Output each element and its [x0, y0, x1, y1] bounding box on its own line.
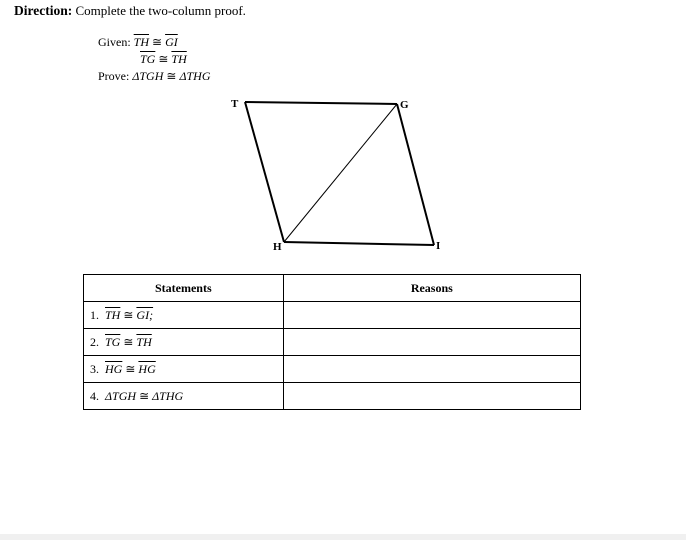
step-number-4: 4.: [90, 388, 99, 403]
direction-label: Direction:: [14, 3, 73, 18]
statements-header: Statements: [84, 275, 284, 302]
proof-row-2: [84, 329, 581, 356]
statement-cell-3: [84, 356, 284, 383]
given-1-left: $\overline{TH}$: [133, 35, 150, 49]
proof-row-1: [84, 302, 581, 329]
statement-2-left: $\overline{TG}$: [105, 334, 121, 349]
statement-1-congruent: ≅: [123, 307, 134, 322]
given-2-congruent: ≅: [158, 52, 169, 66]
prove-right: ΔTHG: [179, 69, 211, 83]
statement-4-left: ΔTGH: [105, 388, 137, 403]
step-number-3: 3.: [90, 361, 99, 376]
reason-cell-4[interactable]: [283, 383, 580, 410]
statement-4-right: ΔTHG: [152, 388, 184, 403]
statement-1-left: $\overline{TH}$: [105, 307, 121, 322]
prove-left: ΔTGH: [132, 69, 164, 83]
vertex-label-t: T: [231, 98, 239, 110]
vertex-label-h: H: [273, 241, 282, 253]
prove-congruent: ≅: [166, 69, 177, 83]
segment-hg-diagonal: [284, 104, 397, 242]
reason-cell-1[interactable]: [283, 302, 580, 329]
proof-table: [83, 274, 581, 410]
given-2-right: $\overline{TH}$: [171, 52, 187, 66]
statement-1-right: GI;: [136, 307, 154, 322]
statement-cell-1: [84, 302, 284, 329]
given-1-right: $\overline{GI}$: [165, 35, 178, 49]
bottom-strip: [0, 534, 686, 540]
statement-2-right: $\overline{TH}$: [136, 334, 152, 349]
given-2-left: $\overline{TG}$: [140, 52, 156, 66]
reason-cell-2[interactable]: [283, 329, 580, 356]
vertex-label-g: G: [400, 99, 409, 111]
statement-cell-2: [84, 329, 284, 356]
segment-tg: [245, 102, 397, 104]
step-number-2: 2.: [90, 334, 99, 349]
direction-text: Complete the two-column proof.: [75, 3, 246, 18]
proof-header-row: [84, 275, 581, 302]
step-number-1: 1.: [90, 307, 99, 322]
vertex-label-i: I: [436, 240, 441, 252]
segment-ih: [284, 242, 434, 245]
statement-3-right: $\overline{HG}$: [138, 361, 156, 376]
reasons-header: Reasons: [283, 275, 580, 302]
prove-label: Prove:: [98, 69, 130, 83]
proof-row-3: [84, 356, 581, 383]
proof-row-4: [84, 383, 581, 410]
segment-gi: [397, 104, 434, 245]
statement-cell-4: [84, 383, 284, 410]
statement-4-congruent: ≅: [139, 388, 150, 403]
given-1-congruent: ≅: [152, 35, 163, 49]
reason-cell-3[interactable]: [283, 356, 580, 383]
statement-3-congruent: ≅: [125, 361, 136, 376]
statement-2-congruent: ≅: [123, 334, 134, 349]
segment-ht: [245, 102, 284, 242]
statement-3-left: $\overline{HG}$: [105, 361, 123, 376]
given-label: Given:: [98, 35, 131, 49]
